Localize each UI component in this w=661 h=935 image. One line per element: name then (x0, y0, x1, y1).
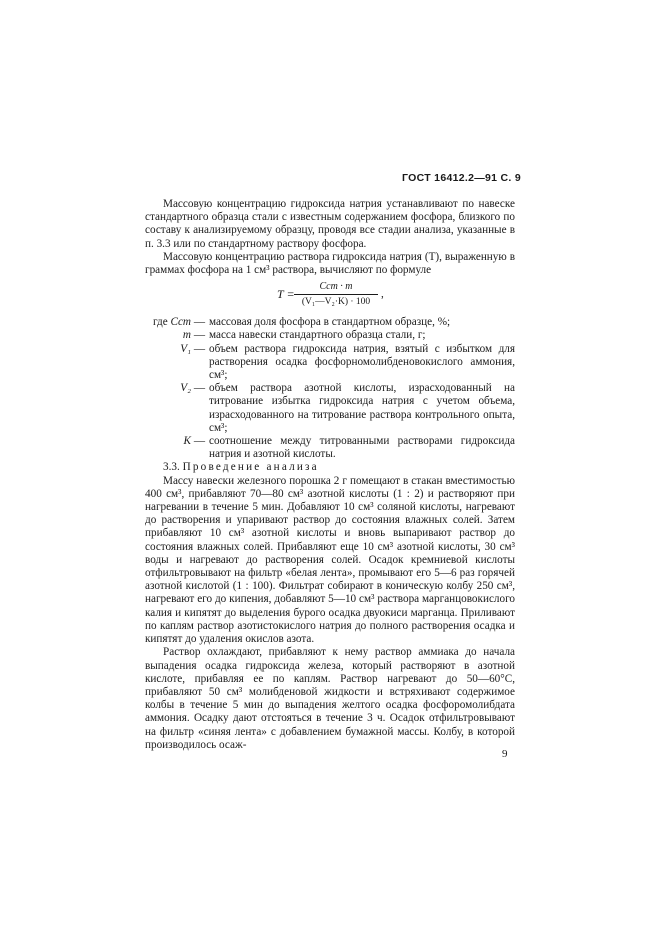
definition-symbol: m (182, 329, 192, 342)
formula-numerator: Cст · m (319, 281, 353, 293)
definition-dash: — (191, 342, 205, 355)
definition-symbol: K (183, 435, 192, 448)
page-number: 9 (502, 748, 508, 760)
formula-fraction (294, 280, 378, 309)
document-body (145, 198, 515, 752)
definition-prefix: где (153, 316, 171, 329)
paragraph-3: Массу навески железного порошка 2 г помещают в стакан вместимостью 400 см³, прибавляют 70—80 см³ азотной кислоты (1 : 2) и растворяют при нагревании в течение 5 мин. Добавляют 10 см³ соляной кислоты, нагревают до растворения и упаривают раствор до состояния влажных солей. Затем прибавляют 10 см³ азотной кислоты и вновь выпаривают раствор до состояния влажных солей. Прибавляют еще 10 см³ азотной кислоты, 30 см³ воды и нагревают до растворения солей. Осадок кремниевой кислоты отфильтровывают на фильтр «белая лента», промывают его 5—6 раз горячей азотной кислотой (1 : 100). Фильтрат собирают в коническую колбу 250 см³, нагревают его до кипения, добавляют 5—10 см³ раствора марганцовокислого калия и кипятят до выделения бурого осадка двуокиси марганца. Приливают по каплям раствор азотистокислого натрия до полного растворения осадка и кипятят до удаления окислов азота. (145, 474, 515, 646)
definition-dash: — (191, 329, 205, 342)
page-header: ГОСТ 16412.2—91 С. 9 (402, 172, 521, 184)
definition-row (145, 316, 515, 329)
paragraph-1: Массовую концентрацию гидроксида натрия устанавливают по навеске стандартного образца стали с известным содержанием фосфора, близкого по составу к анализируемому образцу, проводя все стадии анализа, указанные в п. 3.3 или по стандартному раствору фосфора. (145, 198, 515, 250)
definition-symbol: V₂ (180, 382, 192, 395)
section-heading (145, 461, 515, 474)
definition-row (145, 382, 515, 435)
definition-text: массовая доля фосфора в стандартном образце, %; (209, 316, 451, 329)
definition-symbol: V₁ (180, 342, 192, 355)
formula-comma: , (381, 288, 384, 301)
definition-text: масса навески стандартного образца стали, г; (209, 329, 426, 342)
formula-denominator: (V₁—V₂·K) · 100 (294, 294, 378, 309)
section-number: 3.3. (163, 461, 180, 474)
section-title: Проведение анализа (182, 461, 319, 474)
definition-row (145, 343, 515, 383)
definition-text: объем раствора азотной кислоты, израсходованный на титрование избытка гидроксида натрия с учетом объема, израсходованного на титрование раствора контрольного опыта, см³; (209, 382, 515, 434)
definition-dash: — (191, 316, 205, 329)
definition-row (145, 329, 515, 342)
definition-text: объем раствора гидроксида натрия, взятый с избытком для растворения осадка фосфорномолибденовокислого аммония, см³; (209, 342, 515, 382)
paragraph-4: Раствор охлаждают, прибавляют к нему раствор аммиака до начала выпадения осадка гидроксида железа, который растворяют в азотной кислоте, прибавляя ее по каплям. Раствор нагревают до 50—60°С, прибавляют 50 см³ молибденовой жидкости и встряхивают содержимое колбы в течение 5 мин до выпадения желтого осадка фосфоромолибдата аммония. Осадку дают отстояться в течение 3 ч. Осадок отфильтровывают на фильтр «синяя лента» с добавлением бумажной массы. Колбу, в которой производилось осаж- (145, 646, 515, 751)
formula-lhs: T = (277, 287, 295, 302)
definition-row (145, 435, 515, 461)
variable-definitions (145, 316, 515, 461)
paragraph-2: Массовую концентрацию раствора гидроксида натрия (T), выраженную в граммах фосфора на 1 см³ раствора, вычисляют по формуле (145, 250, 515, 277)
definition-dash: — (191, 435, 205, 448)
definition-text: соотношение между титрованными растворами гидроксида натрия и азотной кислоты. (209, 435, 515, 461)
formula (145, 280, 515, 314)
definition-dash: — (191, 382, 205, 395)
definition-symbol: Cст (170, 316, 192, 329)
